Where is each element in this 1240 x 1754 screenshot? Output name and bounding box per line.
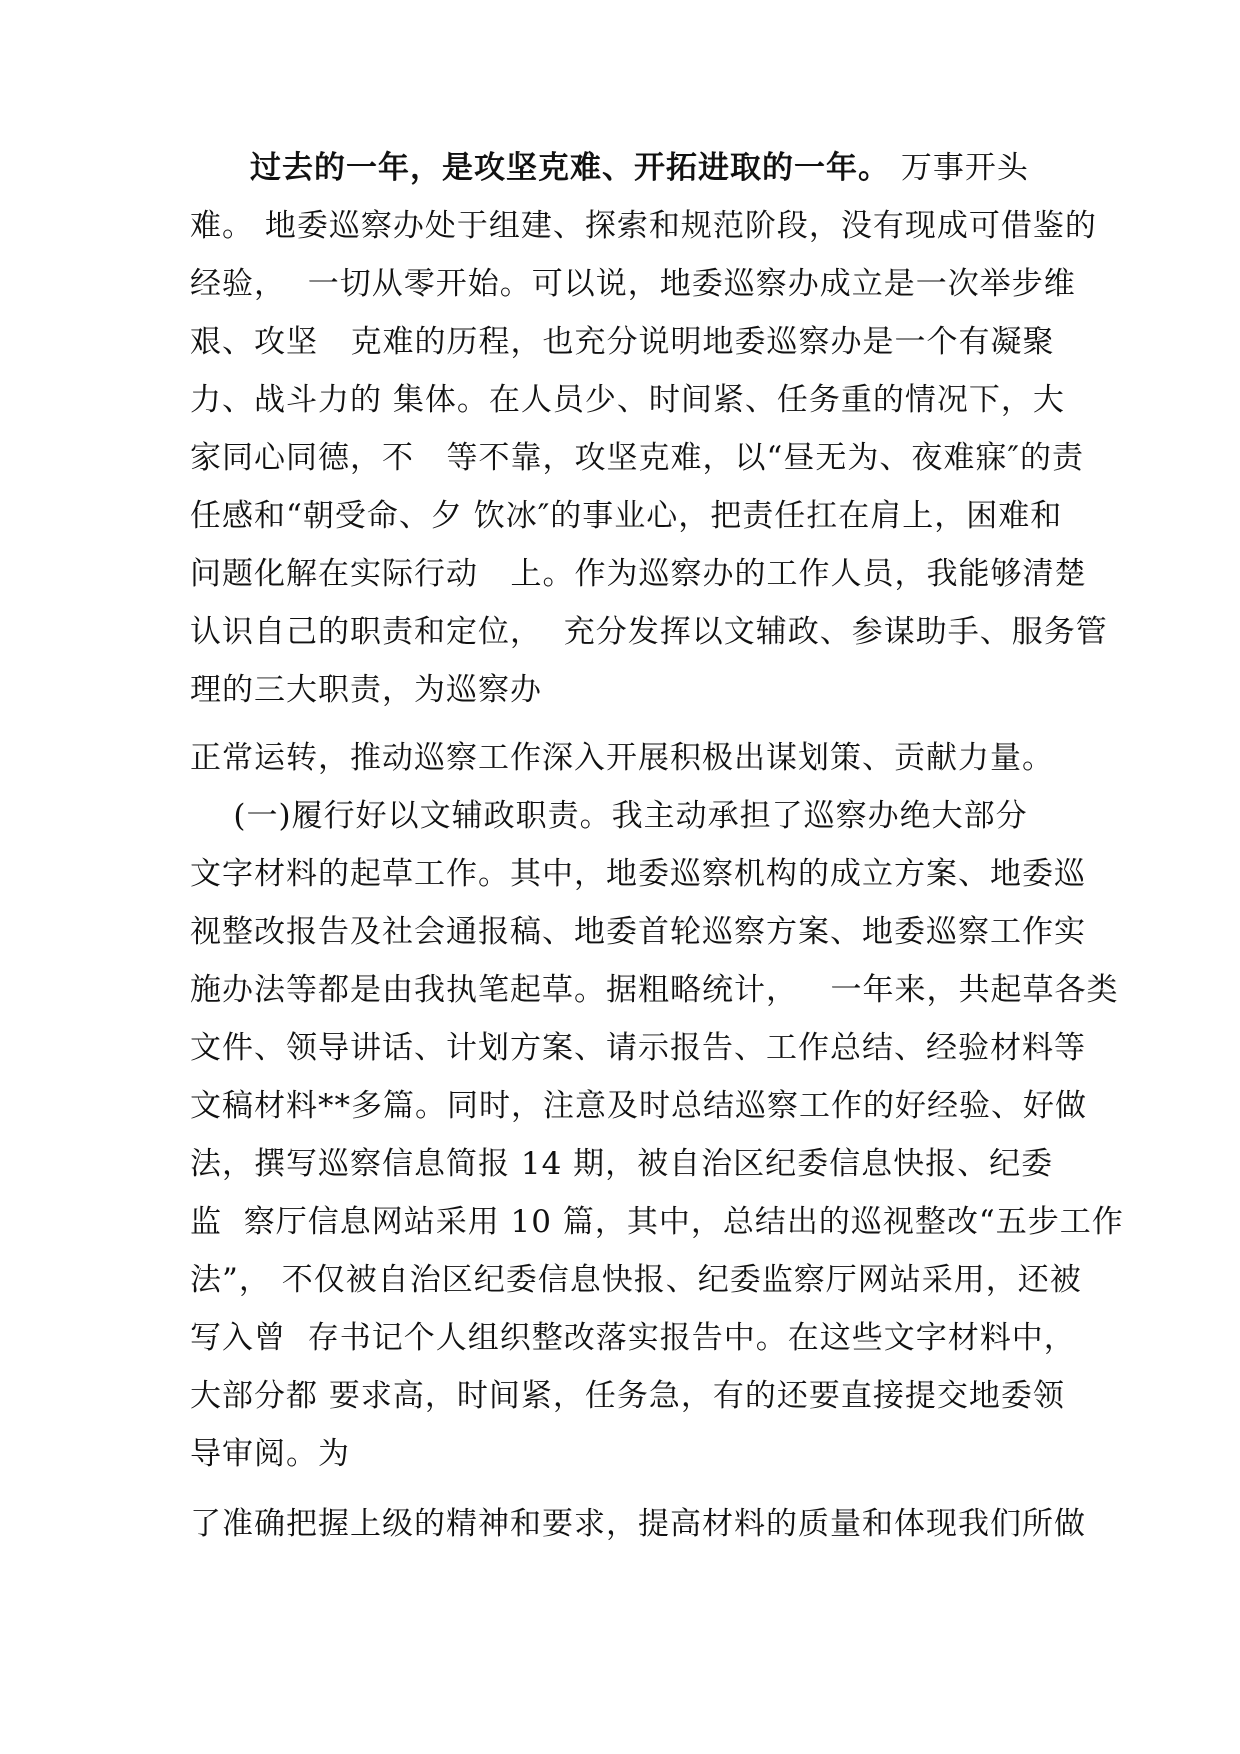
paragraph-line-1 <box>250 148 1029 188</box>
paragraph-line-17: 文稿材料**多篇。同时，注意及时总结巡察工作的好经验、好做 <box>190 1088 1087 1124</box>
paragraph-line-21: 写入曾 存书记个人组织整改落实报告中。在这些文字材料中， <box>190 1320 1076 1356</box>
paragraph-line-24: 了准确把握上级的精神和要求，提高材料的质量和体现我们所做 <box>190 1506 1086 1542</box>
paragraph-line-10: 理的三大职责，为巡察办 <box>190 672 542 708</box>
paragraph-line-2: 难。 地委巡察办处于组建、探索和规范阶段，没有现成可借鉴的 <box>190 208 1097 244</box>
paragraph-line-6: 家同心同德，不 等不靠，攻坚克难，以“昼无为、夜难寐″的责 <box>190 440 1084 476</box>
paragraph-line-15: 施办法等都是由我执笔起草。据粗略统计， 一年来，共起草各类 <box>190 972 1119 1008</box>
paragraph-line-22: 大部分都 要求高，时间紧，任务急，有的还要直接提交地委领 <box>190 1378 1065 1414</box>
paragraph-line-11: 正常运转，推动巡察工作深入开展积极出谋划策、贡献力量。 <box>190 740 1054 776</box>
paragraph-line-20: 法”， 不仅被自治区纪委信息快报、纪委监察厅网站采用，还被 <box>190 1262 1082 1298</box>
paragraph-line-19: 监 察厅信息网站采用 10 篇，其中，总结出的巡视整改“五步工作 <box>190 1204 1124 1240</box>
lead-sentence: 过去的一年，是攻坚克难、开拓进取的一年。 <box>250 150 890 186</box>
paragraph-line-18: 法，撰写巡察信息简报 14 期，被自治区纪委信息快报、纪委 <box>190 1146 1054 1182</box>
paragraph-line-23: 导审阅。为 <box>190 1436 350 1472</box>
paragraph-line-16: 文件、领导讲话、计划方案、请示报告、工作总结、经验材料等 <box>190 1030 1086 1066</box>
paragraph-line-4: 艰、攻坚 克难的历程，也充分说明地委巡察办是一个有凝聚 <box>190 324 1055 360</box>
paragraph-line-5: 力、战斗力的 集体。在人员少、时间紧、任务重的情况下，大 <box>190 382 1065 418</box>
line-text: 万事开头 <box>890 150 1029 186</box>
paragraph-line-12: (一)履行好以文辅政职责。我主动承担了巡察办绝大部分 <box>190 798 1028 834</box>
paragraph-line-9: 认识自己的职责和定位， 充分发挥以文辅政、参谋助手、服务管 <box>190 614 1108 650</box>
paragraph-line-14: 视整改报告及社会通报稿、地委首轮巡察方案、地委巡察工作实 <box>190 914 1086 950</box>
paragraph-line-13: 文字材料的起草工作。其中，地委巡察机构的成立方案、地委巡 <box>190 856 1086 892</box>
paragraph-line-8: 问题化解在实际行动 上。作为巡察办的工作人员，我能够清楚 <box>190 556 1087 592</box>
paragraph-line-3: 经验， 一切从零开始。可以说，地委巡察办成立是一次举步维 <box>190 266 1076 302</box>
paragraph-line-7: 任感和“朝受命、夕 饮冰″的事业心，把责任扛在肩上，困难和 <box>190 498 1063 534</box>
